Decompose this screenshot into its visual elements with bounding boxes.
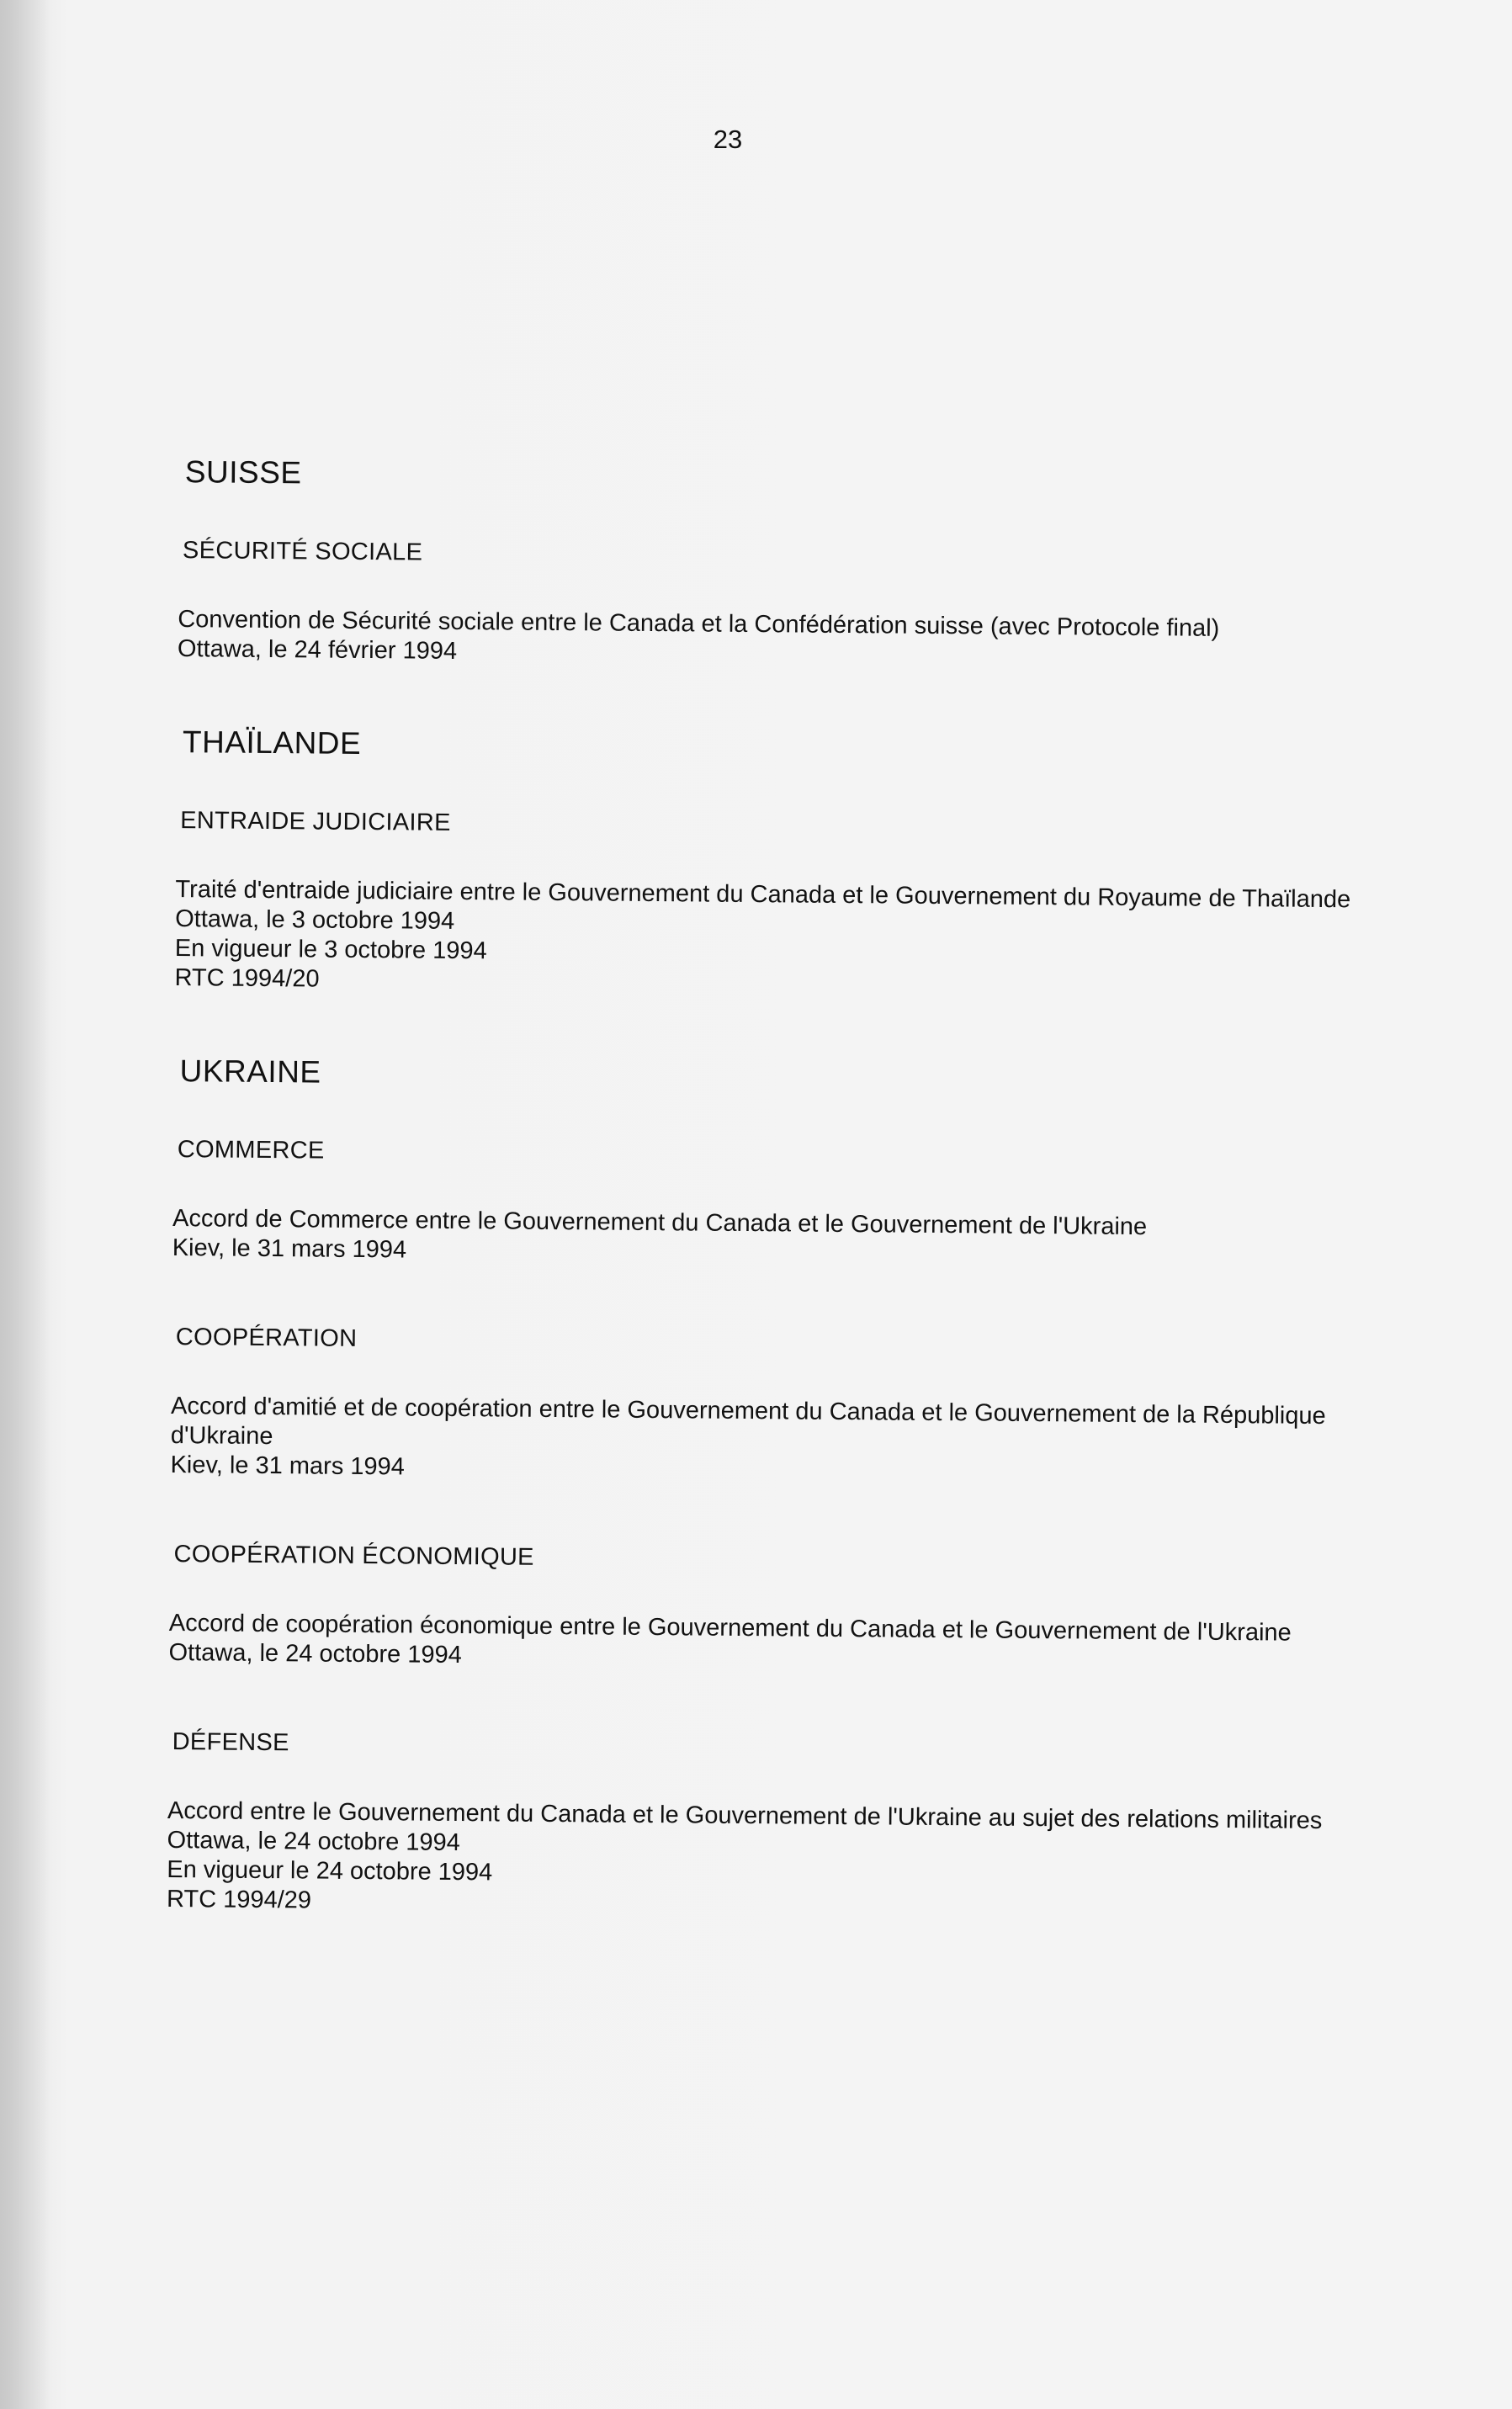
- treaty-title: Convention de Sécurité sociale entre le Canada et la Confédération suisse (avec Protocole final): [178, 606, 1220, 642]
- section-title: SÉCURITÉ SOCIALE: [182, 537, 423, 566]
- section-block: [163, 1324, 1385, 1491]
- treaty-date: Ottawa, le 24 octobre 1994: [168, 1639, 462, 1669]
- book-spine-shadow: [0, 0, 50, 2409]
- treaty-in-force: En vigueur le 24 octobre 1994: [167, 1856, 493, 1886]
- country-heading: UKRAINE: [179, 1053, 321, 1090]
- treaty-in-force: En vigueur le 3 octobre 1994: [174, 935, 487, 965]
- treaty-entry: [167, 1796, 1381, 1925]
- treaty-entry: [178, 605, 1392, 675]
- treaty-date: Ottawa, le 24 février 1994: [177, 635, 458, 665]
- treaty-reference: RTC 1994/29: [166, 1886, 312, 1914]
- section-title: COOPÉRATION ÉCONOMIQUE: [173, 1541, 534, 1571]
- section-title: DÉFENSE: [172, 1728, 289, 1757]
- treaty-date: Kiev, le 31 mars 1994: [170, 1451, 405, 1481]
- treaty-title: Accord d'amitié et de coopération entre le Gouvernement du Canada et le Gouvernement de la République d'Ukraine: [170, 1393, 1326, 1451]
- treaty-entry: [168, 1609, 1382, 1679]
- section-block: [171, 537, 1392, 675]
- section-title: COOPÉRATION: [175, 1324, 358, 1352]
- treaty-title: Accord de coopération économique entre le Gouvernement du Canada et le Gouvernement de l'Ukraine: [168, 1610, 1292, 1647]
- country-block-suisse: [171, 454, 1393, 675]
- section-title: ENTRAIDE JUDICIAIRE: [180, 807, 451, 836]
- section-block: [167, 807, 1389, 1004]
- section-block: [166, 1136, 1387, 1274]
- treaty-entry: [174, 875, 1388, 1004]
- treaty-entry: [170, 1392, 1384, 1491]
- country-block-thailande: [167, 724, 1390, 1004]
- treaty-title: Accord de Commerce entre le Gouvernement du Canada et le Gouvernement de l'Ukraine: [172, 1205, 1148, 1241]
- country-block-ukraine: [160, 1053, 1387, 1925]
- treaty-list: [159, 454, 1393, 1984]
- treaty-entry: [172, 1204, 1387, 1274]
- treaty-date: Ottawa, le 3 octobre 1994: [175, 905, 455, 935]
- country-heading: SUISSE: [184, 454, 302, 491]
- page-number: 23: [713, 125, 743, 154]
- treaty-title: Accord entre le Gouvernement du Canada et le Gouvernement de l'Ukraine au sujet des relations militaires: [167, 1797, 1323, 1834]
- treaty-date: Ottawa, le 24 octobre 1994: [167, 1827, 460, 1857]
- treaty-title: Traité d'entraide judiciaire entre le Gouvernement du Canada et le Gouvernement du Royaume de Thaïlande: [175, 876, 1351, 914]
- section-block: [160, 1728, 1382, 1925]
- treaty-date: Kiev, le 31 mars 1994: [172, 1234, 407, 1264]
- section-block: [162, 1541, 1382, 1679]
- treaty-reference: RTC 1994/20: [174, 964, 320, 993]
- country-heading: THAÏLANDE: [182, 724, 362, 761]
- section-title: COMMERCE: [177, 1136, 325, 1165]
